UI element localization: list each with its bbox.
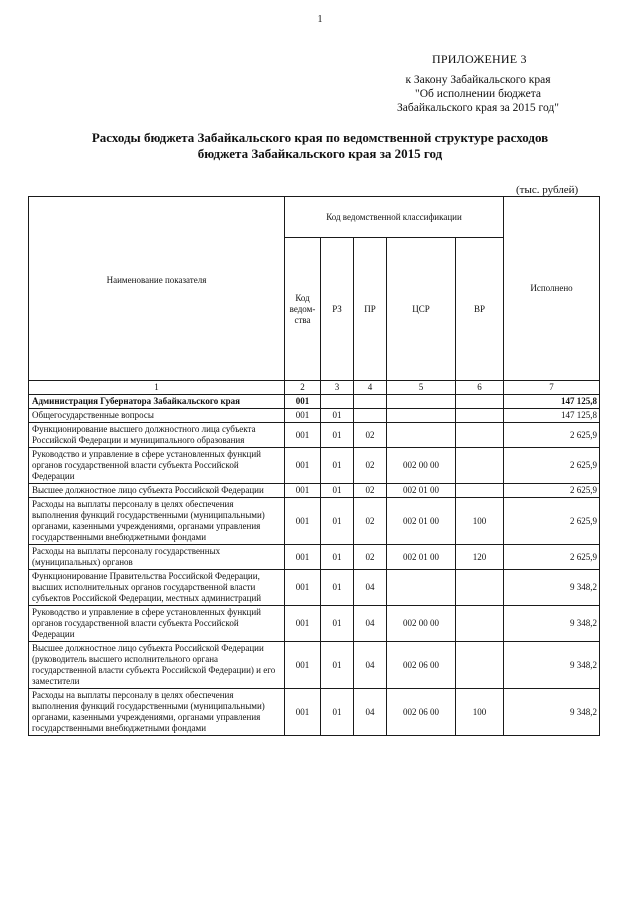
col-number: 4 bbox=[354, 381, 387, 395]
cell-csr: 002 06 00 bbox=[387, 689, 456, 736]
cell-amount: 2 625,9 bbox=[504, 448, 600, 484]
col-header-pr: ПР bbox=[354, 238, 387, 381]
cell-csr: 002 01 00 bbox=[387, 545, 456, 570]
col-header-ved: Код ведом-ства bbox=[285, 238, 321, 381]
cell-ved: 001 bbox=[285, 570, 321, 606]
cell-csr bbox=[387, 395, 456, 409]
law-reference-line: "Об исполнении бюджета bbox=[415, 88, 541, 100]
units-label: (тыс. рублей) bbox=[516, 184, 579, 196]
cell-ved: 001 bbox=[285, 484, 321, 498]
cell-pr: 02 bbox=[354, 448, 387, 484]
cell-rz: 01 bbox=[321, 606, 354, 642]
cell-rz: 01 bbox=[321, 545, 354, 570]
cell-csr: 002 01 00 bbox=[387, 484, 456, 498]
cell-name: Высшее должностное лицо субъекта Российской Федерации bbox=[29, 484, 285, 498]
col-number: 6 bbox=[456, 381, 504, 395]
cell-amount: 2 625,9 bbox=[504, 545, 600, 570]
cell-vr bbox=[456, 395, 504, 409]
document-title-line: бюджета Забайкальского края за 2015 год bbox=[197, 146, 443, 161]
cell-ved: 001 bbox=[285, 545, 321, 570]
cell-pr: 04 bbox=[354, 606, 387, 642]
cell-pr bbox=[354, 395, 387, 409]
cell-csr: 002 06 00 bbox=[387, 642, 456, 689]
col-header-csr: ЦСР bbox=[387, 238, 456, 381]
col-number: 1 bbox=[29, 381, 285, 395]
table-row bbox=[29, 642, 600, 689]
cell-csr: 002 01 00 bbox=[387, 498, 456, 545]
col-header-rz: РЗ bbox=[321, 238, 354, 381]
cell-name: Руководство и управление в сфере установленных функций органов государственной власти субъекта Российской Федерации bbox=[29, 448, 285, 484]
cell-rz: 01 bbox=[321, 570, 354, 606]
law-reference-line: к Закону Забайкальского края bbox=[405, 74, 551, 86]
cell-pr: 02 bbox=[354, 423, 387, 448]
col-number: 3 bbox=[321, 381, 354, 395]
document-title-line: Расходы бюджета Забайкальского края по ведомственной структуре расходов bbox=[91, 130, 549, 145]
document-title bbox=[40, 130, 600, 162]
budget-table bbox=[28, 196, 600, 736]
cell-vr bbox=[456, 606, 504, 642]
cell-name: Высшее должностное лицо субъекта Российской Федерации (руководитель высшего исполнительного органа государственной власти субъекта Российской Федерации) и его заместители bbox=[29, 642, 285, 689]
table-row bbox=[29, 448, 600, 484]
cell-ved: 001 bbox=[285, 498, 321, 545]
col-number: 5 bbox=[387, 381, 456, 395]
cell-rz: 01 bbox=[321, 448, 354, 484]
cell-pr: 04 bbox=[354, 689, 387, 736]
cell-amount: 147 125,8 bbox=[504, 395, 600, 409]
cell-rz bbox=[321, 395, 354, 409]
cell-name: Администрация Губернатора Забайкальского края bbox=[29, 395, 285, 409]
cell-vr: 100 bbox=[456, 689, 504, 736]
cell-rz: 01 bbox=[321, 498, 354, 545]
cell-ved: 001 bbox=[285, 395, 321, 409]
cell-amount: 9 348,2 bbox=[504, 606, 600, 642]
cell-csr bbox=[387, 570, 456, 606]
cell-amount: 2 625,9 bbox=[504, 423, 600, 448]
col-number: 2 bbox=[285, 381, 321, 395]
page-number: 1 bbox=[317, 14, 323, 25]
column-numbers-row bbox=[29, 381, 600, 395]
cell-rz: 01 bbox=[321, 642, 354, 689]
table-row bbox=[29, 498, 600, 545]
table-row bbox=[29, 409, 600, 423]
cell-csr bbox=[387, 423, 456, 448]
cell-name: Функционирование Правительства Российской Федерации, высших исполнительных органов государственной власти субъектов Российской Федерации, местных администраций bbox=[29, 570, 285, 606]
cell-rz: 01 bbox=[321, 484, 354, 498]
appendix-label: ПРИЛОЖЕНИЕ 3 bbox=[432, 52, 527, 66]
cell-name: Общегосударственные вопросы bbox=[29, 409, 285, 423]
cell-amount: 9 348,2 bbox=[504, 642, 600, 689]
header-row-top bbox=[29, 197, 600, 238]
cell-vr bbox=[456, 570, 504, 606]
col-number: 7 bbox=[504, 381, 600, 395]
col-header-executed: Исполнено bbox=[504, 197, 600, 381]
cell-pr: 04 bbox=[354, 642, 387, 689]
cell-vr bbox=[456, 409, 504, 423]
cell-vr: 120 bbox=[456, 545, 504, 570]
col-header-vr: ВР bbox=[456, 238, 504, 381]
cell-csr bbox=[387, 409, 456, 423]
law-reference bbox=[380, 73, 576, 115]
table-row bbox=[29, 395, 600, 409]
cell-vr bbox=[456, 448, 504, 484]
cell-ved: 001 bbox=[285, 689, 321, 736]
table-row bbox=[29, 545, 600, 570]
table-row bbox=[29, 570, 600, 606]
cell-vr bbox=[456, 423, 504, 448]
cell-csr: 002 00 00 bbox=[387, 448, 456, 484]
cell-name: Расходы на выплаты персоналу в целях обеспечения выполнения функций государственными (муниципальными) органами, казенными учреждениями, органами управления государственными внебюджетными фондами bbox=[29, 689, 285, 736]
cell-vr bbox=[456, 642, 504, 689]
cell-vr bbox=[456, 484, 504, 498]
cell-ved: 001 bbox=[285, 409, 321, 423]
cell-pr: 04 bbox=[354, 570, 387, 606]
cell-amount: 9 348,2 bbox=[504, 689, 600, 736]
col-header-name: Наименование показателя bbox=[29, 197, 285, 381]
table-row bbox=[29, 484, 600, 498]
table-row bbox=[29, 423, 600, 448]
cell-amount: 147 125,8 bbox=[504, 409, 600, 423]
cell-amount: 2 625,9 bbox=[504, 484, 600, 498]
cell-pr: 02 bbox=[354, 498, 387, 545]
cell-name: Расходы на выплаты персоналу в целях обеспечения выполнения функций государственными (муниципальными) органами, казенными учреждениями, органами управления государственными внебюджетными фондами bbox=[29, 498, 285, 545]
cell-ved: 001 bbox=[285, 448, 321, 484]
cell-name: Руководство и управление в сфере установленных функций органов государственной власти субъекта Российской Федерации bbox=[29, 606, 285, 642]
cell-ved: 001 bbox=[285, 642, 321, 689]
cell-pr: 02 bbox=[354, 545, 387, 570]
cell-rz: 01 bbox=[321, 423, 354, 448]
cell-csr: 002 00 00 bbox=[387, 606, 456, 642]
table-row bbox=[29, 689, 600, 736]
col-header-group: Код ведомственной классификации bbox=[285, 197, 504, 238]
cell-amount: 2 625,9 bbox=[504, 498, 600, 545]
cell-ved: 001 bbox=[285, 606, 321, 642]
cell-pr: 02 bbox=[354, 484, 387, 498]
cell-vr: 100 bbox=[456, 498, 504, 545]
cell-amount: 9 348,2 bbox=[504, 570, 600, 606]
cell-rz: 01 bbox=[321, 689, 354, 736]
cell-name: Расходы на выплаты персоналу государственных (муниципальных) органов bbox=[29, 545, 285, 570]
cell-name: Функционирование высшего должностного лица субъекта Российской Федерации и муниципального образования bbox=[29, 423, 285, 448]
cell-pr bbox=[354, 409, 387, 423]
law-reference-line: Забайкальского края за 2015 год" bbox=[397, 102, 559, 114]
cell-ved: 001 bbox=[285, 423, 321, 448]
cell-rz: 01 bbox=[321, 409, 354, 423]
table-row bbox=[29, 606, 600, 642]
